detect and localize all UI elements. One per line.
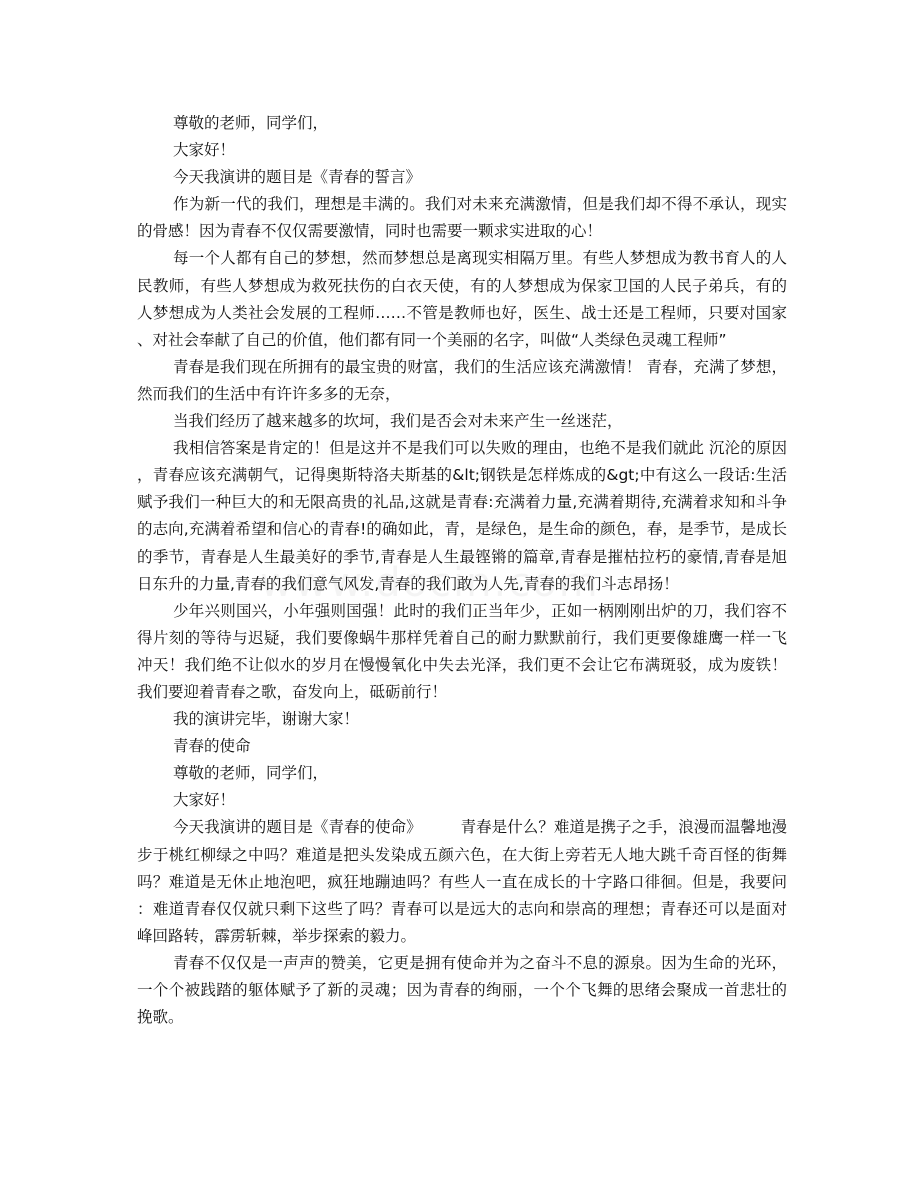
paragraph: 青春不仅仅是一声声的赞美，它更是拥有使命并为之奋斗不息的源泉。因为生命的光环，一个个被践踏的躯体赋予了新的灵魂；因为青春的绚丽，一个个飞舞的思绪会聚成一首悲壮的挽歌。	[137, 953, 787, 1027]
paragraph: 今天我演讲的题目是《青春的使命》 青春是什么？难道是携子之手，浪漫而温馨地漫步于桃红柳绿之中吗？难道是把头发染成五颜六色，在大街上旁若无人地大跳千奇百怪的街舞吗？难道是无休止地泡吧，疯狂地蹦迪吗？有些人一直在成长的十字路口徘徊。但是，我要问：难道青春仅仅就只剩下这些了吗？青春可以是远大的志向和崇高的理想；青春还可以是面对峰回路转，霹雳斩棘，举步探索的毅力。	[137, 818, 787, 945]
greeting-line: 尊敬的老师，同学们，	[173, 764, 329, 783]
paragraph: 当我们经历了越来越多的坎坷，我们是否会对未来产生一丝迷茫，	[173, 412, 623, 431]
paragraph: 少年兴则国兴，小年强则国强！此时的我们正当年少，正如一柄刚刚出炉的刀，我们容不得片刻的等待与迟疑，我们要像蜗牛那样凭着自己的耐力默默前行，我们更要像雄鹰一样一飞冲天！我们绝不让似水的岁月在慢慢氧化中失去光泽，我们更不会让它布满斑驳，成为废铁！我们要迎着青春之歌，奋发向上，砥砺前行！	[137, 601, 787, 701]
hello-line: 大家好！	[173, 791, 236, 810]
paragraph: 青春是我们现在所拥有的最宝贵的财富，我们的生活应该充满激情！ 青春，充满了梦想，然而我们的生活中有许许多多的无奈，	[137, 357, 787, 403]
speech-title-line: 今天我演讲的题目是《青春的誓言》	[173, 168, 422, 187]
closing-line: 我的演讲完毕，谢谢大家！	[173, 710, 360, 729]
paragraph: 作为新一代的我们，理想是丰满的。我们对未来充满激情，但是我们却不得不承认，现实的骨感！因为青春不仅仅需要激情，同时也需要一颗求实进取的心！	[137, 195, 787, 241]
paragraph: 每一个人都有自己的梦想，然而梦想总是离现实相隔万里。有些人梦想成为教书育人的人民教师，有些人梦想成为救死扶伤的白衣天使，有的人梦想成为保家卫国的人民子弟兵，有的人梦想成为人类社会发展的工程师……不管是教师也好，医生、战士还是工程师，只要对国家、对社会奉献了自己的价值，他们都有同一个美丽的名字，叫做“人类绿色灵魂工程师”	[137, 249, 787, 349]
hello-line: 大家好！	[173, 141, 236, 160]
greeting-line: 尊敬的老师，同学们，	[173, 114, 329, 132]
document-body	[137, 110, 787, 1031]
section-heading: 青春的使命	[173, 737, 251, 756]
paragraph: 我相信答案是肯定的！但是这并不是我们可以失败的理由，也绝不是我们就此 沉沦的原因，青春应该充满朝气，记得奥斯特洛夫斯基的&lt;钢铁是怎样炼成的&gt;中有这么一段话:生活赋予我们一种巨大的和无限高贵的礼品,这就是青春:充满着力量,充满着期待,充满着求知和斗争的志向,充满着希望和信心的青春!的确如此，青，是绿色，是生命的颜色，春，是季节，是成长的季节，青春是人生最美好的季节,青春是人生最铿锵的篇章,青春是摧枯拉朽的豪情,青春是旭日东升的力量,青春的我们意气风发,青春的我们敢为人先,青春的我们斗志昂扬！	[137, 439, 787, 593]
